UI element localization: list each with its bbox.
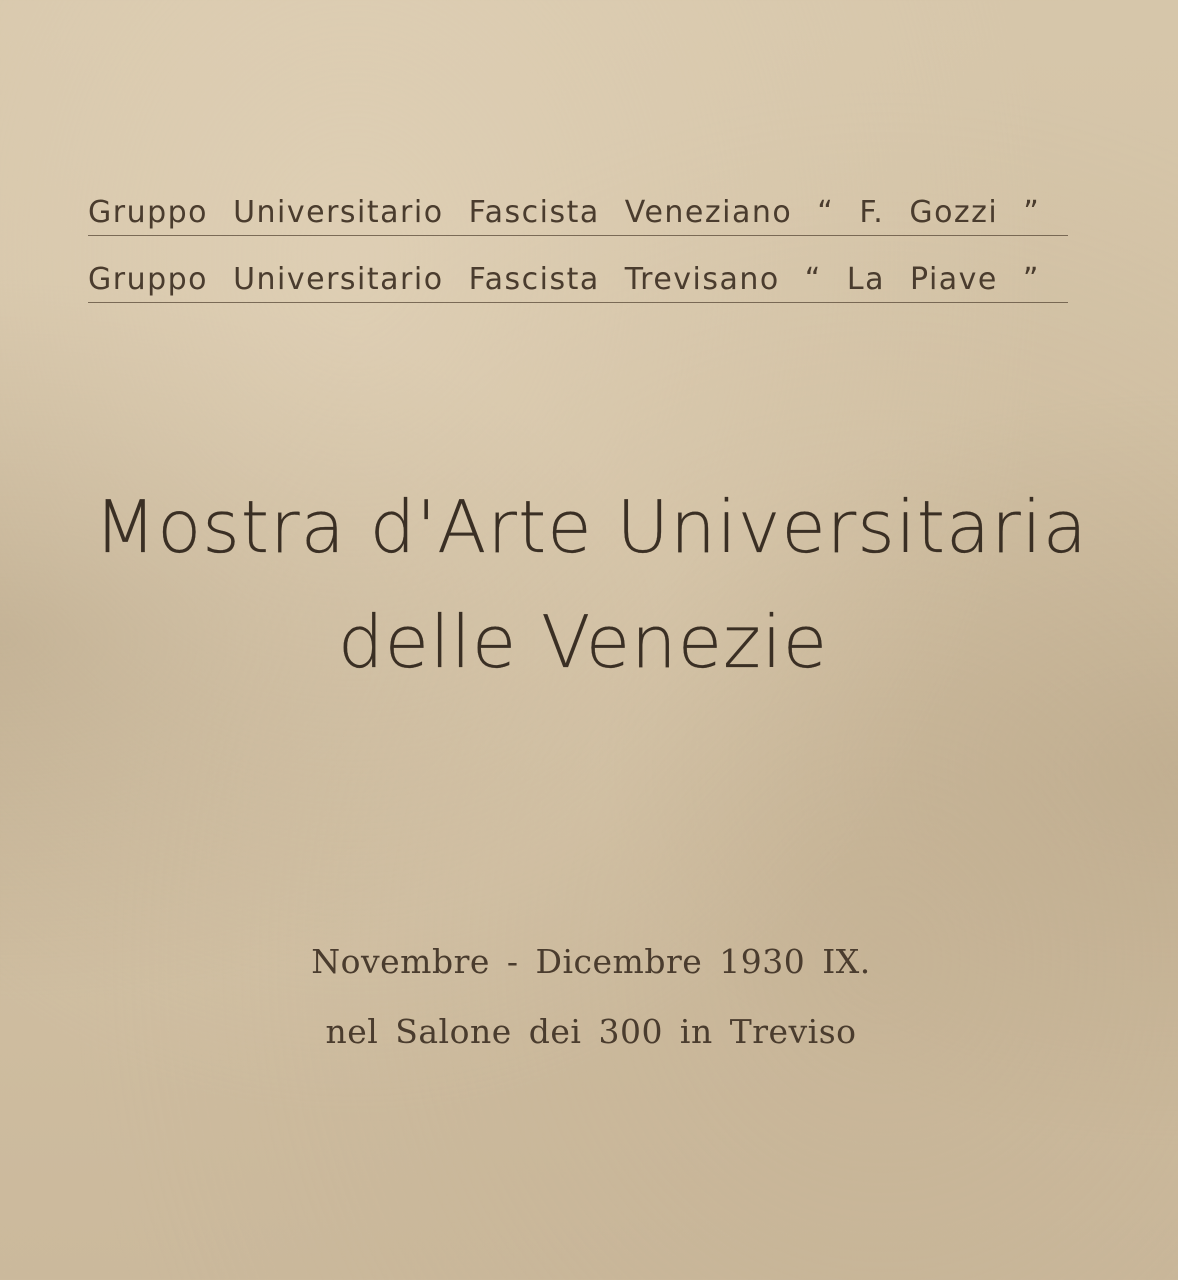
exhibition-dates: Novembre - Dicembre 1930 IX. xyxy=(311,942,871,981)
underline-rule-1 xyxy=(88,235,1068,237)
group-name-treviso: Gruppo Universitario Fascista Trevisano “ La Piave ” xyxy=(88,262,1040,297)
exhibition-venue: nel Salone dei 300 in Treviso xyxy=(325,1012,857,1051)
main-title-line-1: Mostra d'Arte Universitaria xyxy=(94,485,1088,569)
underline-rule-2 xyxy=(88,302,1068,304)
group-header-line-2 xyxy=(88,262,1068,297)
group-header-line-1 xyxy=(88,195,1068,230)
main-title-line-2: delle Venezie xyxy=(337,600,829,684)
group-name-venice: Gruppo Universitario Fascista Veneziano “ F. Gozzi ” xyxy=(88,195,1041,230)
